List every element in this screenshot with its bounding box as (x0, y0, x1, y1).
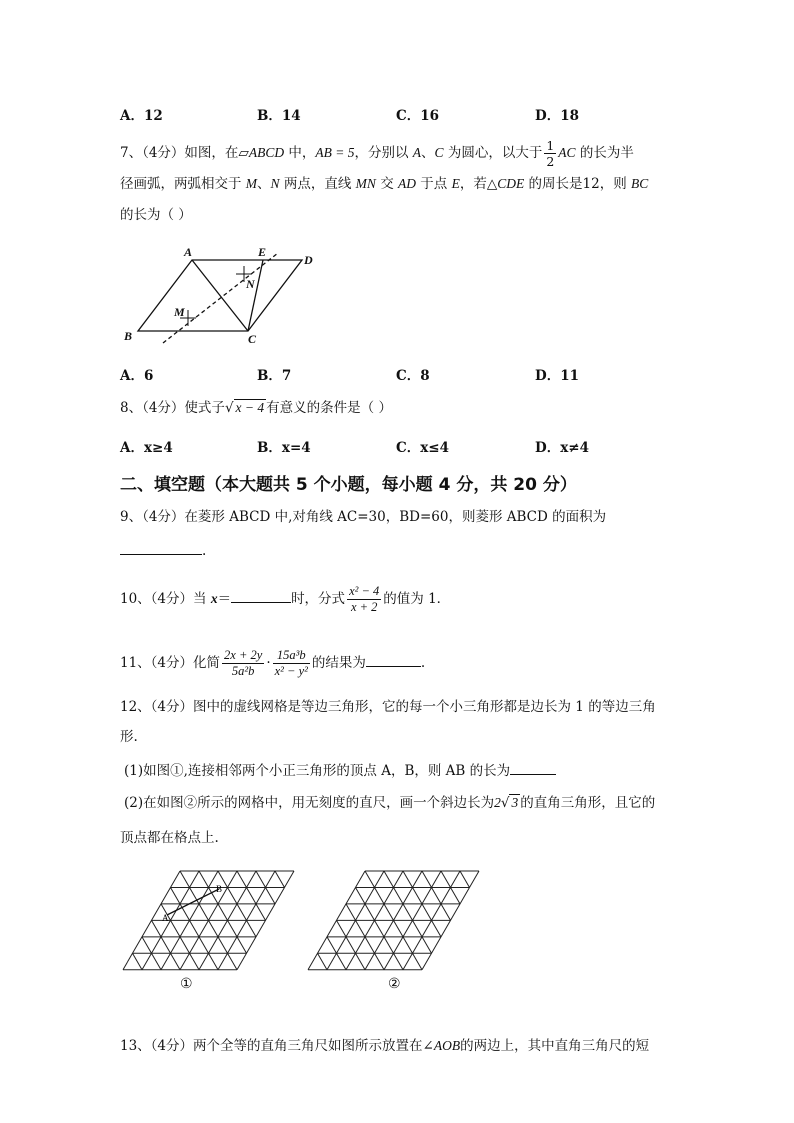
q12-line2: 形. (120, 729, 138, 745)
line-mn (163, 253, 278, 343)
label-a: A (184, 245, 193, 259)
q7-line2: 径画弧，两弧相交于 M、N 两点，直线 MN 交 AD 于点 E，若△CDE 的周长是12，则 BC (120, 176, 649, 192)
q6-option-a: A．12 (120, 108, 163, 124)
label-e: E (258, 245, 267, 259)
q12-line5: 顶点都在格点上. (120, 830, 219, 846)
label-n: N (246, 277, 255, 291)
q12-grid-figures (120, 865, 480, 980)
q8-option-c: C．x≤4 (396, 440, 449, 456)
q9-line: 9、（4分）在菱形 ABCD 中,对角线 AC=30，BD=60，则菱形 ABCD 的面积为 (120, 509, 607, 525)
q7-line3: 的长为（ ） (120, 207, 192, 223)
q8-option-a: A．x≥4 (120, 440, 173, 456)
point-b-label: B (216, 884, 223, 894)
q12-answer-blank[interactable] (510, 760, 556, 775)
q7-option-c: C．8 (396, 368, 430, 384)
q7-line1: 7、（4分）如图，在▱ABCD 中，AB = 5，分别以 A、C 为圆心，以大于 $\frac{1}{2}$ AC 的长为半 (120, 138, 634, 169)
q11-line: 11、（4分）化简 $\frac{2x + 2y}{\text{5a²b}}$ · $\frac{\text{15a³b}}{\text{x² − y²}}$ 的结果为 . (120, 648, 426, 678)
q7-option-d: D．11 (535, 368, 579, 384)
q10-line: 10、（4分）当 x＝ 时，分式 $\frac{\text{x² − 4}}{x + 2}$ 的值为 1． (120, 584, 451, 614)
q7-parallelogram-figure (118, 238, 338, 350)
label-c: C (248, 332, 257, 346)
q7-fraction: $\frac{1}{2}$ (546, 138, 555, 169)
q11-answer-blank[interactable] (366, 652, 421, 667)
label-b: B (124, 329, 133, 343)
q6-option-c: C．16 (396, 108, 440, 124)
q10-fraction: $\frac{\text{x² − 4}}{x + 2}$ (349, 584, 380, 614)
q6-option-d: D．18 (535, 108, 579, 124)
q7-option-b: B．7 (257, 368, 292, 384)
q13-line: 13、（4分）两个全等的直角三角尺如图所示放置在∠AOB的两边上，其中直角三角尺的短 (120, 1038, 650, 1054)
label-d: D (304, 253, 313, 267)
label-m: M (174, 305, 185, 319)
q9-answer-line: . (120, 540, 206, 561)
triangle-grid-2 (308, 871, 479, 970)
triangle-grid-1 (123, 871, 294, 970)
q9-answer-blank[interactable] (120, 540, 202, 555)
section-2-heading: 二、填空题（本大题共 5 个小题，每小题 4 分，共 20 分） (120, 475, 577, 495)
q11-fraction-1: $\frac{2x + 2y}{\text{5a²b}}$ (224, 648, 263, 678)
diagonal-ac (192, 260, 248, 331)
point-a-label: A (162, 913, 169, 923)
q7-option-a: A．6 (120, 368, 154, 384)
q12-line1: 12、（4分）图中的虚线网格是等边三角形，它的每一个小三角形都是边长为 1 的等边三角 (120, 699, 656, 715)
figure-2-label: ② (388, 976, 401, 992)
q6-option-b: B．14 (257, 108, 301, 124)
q12-part1: (1)如图①,连接相邻两个小正三角形的顶点 A，B，则 AB 的长为 (124, 760, 556, 781)
q8-option-d: D．x≠4 (535, 440, 589, 456)
q12-part2: (2)在如图②所示的网格中，用无刻度的直尺，画一个斜边长为2√ 3 的直角三角形，且它的 (124, 795, 656, 811)
q8-option-b: B．x=4 (257, 440, 311, 456)
q11-fraction-2: $\frac{\text{15a³b}}{\text{x² − y²}}$ (274, 648, 308, 678)
q8-line: 8、（4分）使式子√ x − 4 有意义的条件是（ ） (120, 400, 392, 416)
q10-answer-blank[interactable] (231, 588, 291, 603)
figure-1-label: ① (180, 976, 193, 992)
